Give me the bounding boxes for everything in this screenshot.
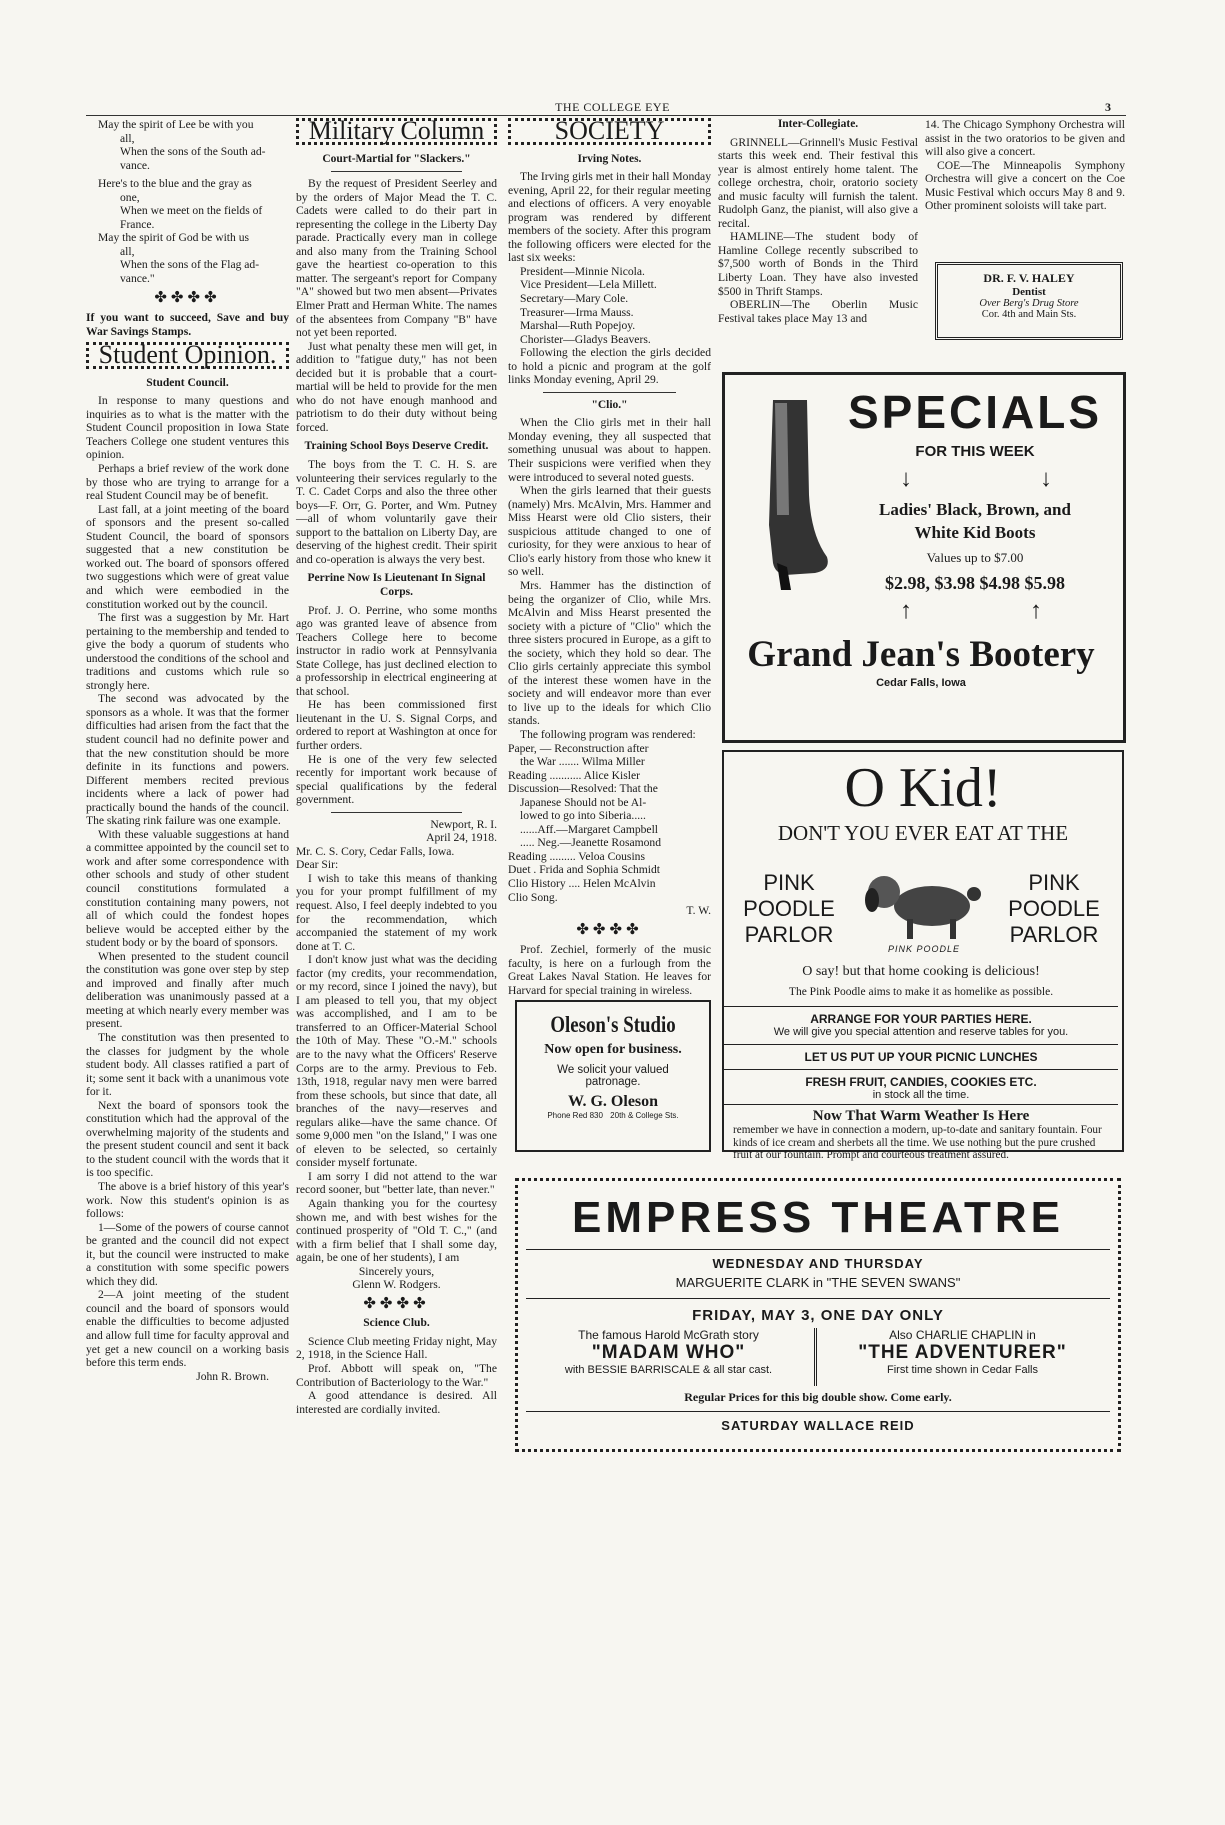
poem-line: vance. [120, 158, 150, 172]
paragraph: When presented to the student council the constitution was gone over step by step and improved and finally after much deliberation was unanimously passed at a meeting at which nearly every member was present. [86, 949, 289, 1031]
divider [331, 171, 462, 172]
paragraph: 2—A joint meeting of the student council and the board of sponsors would enable the difficulties to become adjusted and allow full time for faculty approval and yet get a new council on a working basis before this term ends. [86, 1288, 289, 1370]
paragraph: HAMLINE—The student body of Hamline College recently subscribed to $7,500 worth of Bonds in the Third Liberty Loan. They have also invested $500 in Thrift Stamps. [718, 230, 918, 298]
paragraph: He has been commissioned first lieutenant in the U. S. Signal Corps, and ordered to report at Washington at once for further orders. [296, 698, 497, 752]
feature-intro: Also CHARLIE CHAPLIN in [889, 1328, 1036, 1342]
studio-name: Oleson's Studio [550, 1012, 676, 1037]
empress-theatre-ad [515, 1178, 1121, 1452]
poodle-box-text: in stock all the time. [872, 1089, 970, 1101]
feature-title: "MADAM WHO" [591, 1342, 746, 1363]
poodle-box-title: ARRANGE FOR YOUR PARTIES HERE. [810, 1012, 1032, 1026]
officer-line: Treasurer—Irma Mauss. [520, 305, 634, 319]
savings-notice: If you want to succeed, Save and buy War Savings Stamps. [86, 311, 289, 338]
column-1 [86, 118, 289, 1383]
studio-solicit: patronage. [585, 1076, 641, 1088]
officer-line: Vice President—Lela Millett. [520, 278, 657, 292]
paragraph: 14. The Chicago Symphony Orchestra will assist in the two oratorios to be given and will also give a concert. [925, 118, 1125, 159]
feature-title: "THE ADVENTURER" [858, 1342, 1067, 1363]
bootery-ad [722, 372, 1126, 743]
article-title: "Clio." [591, 398, 628, 411]
show-title: MARGUERITE CLARK in "THE SEVEN SWANS" [675, 1275, 961, 1290]
student-opinion-header: Student Opinion. [86, 342, 289, 369]
letter-signature: Glenn W. Rodgers. [352, 1278, 441, 1292]
program-line: Discussion—Resolved: That the [508, 782, 658, 796]
poodle-word: PARLOR [1009, 922, 1099, 947]
article-title: Perrine Now Is Lieutenant In Signal Corps. [307, 572, 486, 598]
paragraph: By the request of President Seerley and by the orders of Major Mead the T. C. Cadets were called to do their part in representing the college in the Liberty Day parade. Practically every man in college and also many from the Training School gave the heartiest co-operation to this matter. The sergeant's report for Company "A" showed but two men absent—Privates Elmer Pratt and Herman White. The names of the absentees from Company "B" have not yet been reported. [296, 177, 497, 340]
paragraph: When the girls learned that their guests (namely) Mrs. McAlvin, Mrs. Hammer and Miss Hearst were old Clio sisters, their suspicious attitude changed to one of curiosity, for they were anxious to hear of Clio's early history from those who knew it so well. [508, 484, 711, 579]
program-line: Paper, — Reconstruction after [508, 741, 649, 755]
studio-phone: Phone Red 830 [547, 1111, 603, 1120]
poodle-box-title: LET US PUT UP YOUR PICNIC LUNCHES [804, 1050, 1038, 1064]
column-3 [508, 116, 711, 997]
arrow-down-icon: ↓ [1040, 465, 1052, 492]
poodle-fountain-text: remember we have in connection a modern, up-to-date and sanitary fountain. Four kinds of ice cream and sherbets all the time. We use nothing but the pure crushed fruit at our fountain. Prompt and courteous treatment assured. [733, 1124, 1102, 1162]
military-column-header: Military Column [296, 118, 497, 145]
paragraph: The boys from the T. C. H. S. are volunteering their services regularly to the T. C. Cadet Corps and also the three other boys—F. Orr, G. Porter, and Wm. Putney—all of whom voluntarily gave their support to the battalion on Liberty Day, are deserving of the highest credit. Their spirit and co-operation is always the very best. [296, 458, 497, 566]
divider [331, 812, 462, 813]
page-header [0, 100, 1225, 114]
price-note: Regular Prices for this big double show. Come early. [684, 1390, 952, 1404]
poem-line: May the spirit of Lee be with you [98, 118, 254, 131]
article-title: Inter-Collegiate. [777, 118, 859, 130]
paragraph: Last fall, at a joint meeting of the board of sponsors and the present so-called Student Council, the board of sponsors suggested that a new constitution be worked out. The board of sponsors offered two suggestions which were of great value and which were eembodied in the constitution worked out by the council. [86, 502, 289, 611]
article-title: Science Club. [363, 1317, 430, 1330]
arrow-down-icon: ↓ [900, 465, 912, 492]
paragraph: Mrs. Hammer has the distinction of being the organizer of Clio, while Mrs. McAlvin and Miss Hearst presented the society with a picture of "Clio" which the three sisters procured in Europe, as a gift to the society, which they hold so dear. The Clio girls certainly appreciate this symbol of the interest these women have in the society and will endeavor more than ever to live up to the ideals for which Clio stands. [508, 578, 711, 728]
letter-place: Newport, R. I. [430, 817, 497, 831]
society-header: SOCIETY [508, 118, 711, 145]
poodle-box [724, 1044, 1118, 1064]
divider [526, 1298, 1110, 1299]
poem-line: all, [120, 131, 135, 145]
poodle-box [724, 1069, 1118, 1101]
price-list: $2.98, $3.98 $4.98 $5.98 [885, 573, 1065, 593]
poem-line: one, [120, 190, 140, 204]
paragraph: Next the board of sponsors took the constitution which had the approval of the overwhelming majority of the students and the present student council and sent it back to the student council with the words that it is too specific. [86, 1098, 289, 1180]
program-line: Duet . Frida and Sophia Schmidt [508, 863, 660, 877]
poem-line: France. [120, 217, 155, 231]
program-line: Reading ........... Alice Kisler [508, 768, 641, 782]
program-line: Japanese Should not be Al- [520, 795, 647, 809]
poodle-logo-text: PINK POODLE [887, 944, 961, 954]
program-line: ..... Neg.—Jeanette Rosamond [520, 836, 662, 850]
poodle-word: POODLE [1008, 896, 1100, 921]
letter-salutation: Dear Sir: [296, 858, 339, 872]
poem-line: When the sons of the Flag ad- [120, 258, 260, 272]
program-line: the War ....... Wilma Miller [520, 755, 645, 769]
studio-ad [515, 1000, 711, 1152]
paragraph: Prof. Zechiel, formerly of the music faculty, is here on a furlough from the Great Lakes Naval Station. He leaves for Harvard for special training in wireless. [508, 943, 711, 997]
feature-note: First time shown in Cedar Falls [887, 1364, 1038, 1376]
store-city: Cedar Falls, Iowa [876, 677, 966, 689]
product-line-2: White Kid Boots [914, 523, 1036, 542]
poodle-word: PARLOR [744, 922, 834, 947]
poodle-box-title: FRESH FRUIT, CANDIES, COOKIES ETC. [805, 1075, 1037, 1089]
poodle-headline: O Kid! [844, 757, 1002, 819]
column-5 [925, 118, 1125, 213]
program-line: ......Aff.—Margaret Campbell [520, 822, 659, 836]
paragraph: OBERLIN—The Oberlin Music Festival takes place May 13 and [718, 298, 918, 325]
double-feature [518, 1328, 1118, 1386]
paragraph: Prof. Abbott will speak on, "The Contribution of Bacteriology to the War." [296, 1362, 497, 1389]
poodle-box-title: Now That Warm Weather Is Here [812, 1108, 1030, 1124]
poem-line: When the sons of the South ad- [120, 145, 266, 159]
poodle-tagline: DON'T YOU EVER EAT AT THE [777, 821, 1069, 845]
day-heading: SATURDAY WALLACE REID [721, 1418, 915, 1433]
poodle-box-text: We will give you special attention and reserve tables for you. [773, 1026, 1069, 1038]
officer-line: Chorister—Gladys Beavers. [520, 332, 651, 346]
poodle-aim: The Pink Poodle aims to make it as homelike as possible. [788, 986, 1054, 998]
program-line: Clio Song. [508, 890, 558, 904]
paragraph: I am sorry I did not attend to the war record sooner, but "better late, than never." [296, 1169, 497, 1197]
paragraph: In response to many questions and inquiries as to what is the matter with the Student Council proposition in Iowa State Teachers College one student ventures this opinion. [86, 394, 289, 462]
dentist-location: Over Berg's Drug Store [979, 298, 1079, 309]
program-line: lowed to go into Siberia..... [520, 809, 646, 823]
divider [526, 1411, 1110, 1412]
paragraph: Just what penalty these men will get, in addition to "fatigue duty," has not been decided but it is probable that a court-martial will be held to provide for the men who do not have enough manhood and patriotism to do their duty without being forced. [296, 339, 497, 434]
dentist-title: Dentist [1012, 286, 1046, 298]
fleuron-divider: ✤✤✤✤ [363, 1295, 430, 1312]
feature-right [820, 1328, 1105, 1376]
dentist-name: DR. F. V. HALEY [983, 271, 1075, 285]
fleuron-divider: ✤✤✤✤ [154, 289, 221, 306]
poodle-dog-icon [852, 864, 992, 944]
fleuron-divider: ✤✤✤✤ [576, 921, 643, 938]
feature-intro: The famous Harold McGrath story [578, 1328, 759, 1342]
studio-open: Now open for business. [544, 1042, 682, 1057]
program-line: Clio History .... Helen McAlvin [508, 876, 656, 890]
poem [86, 118, 289, 286]
day-heading: FRIDAY, MAY 3, ONE DAY ONLY [692, 1307, 944, 1324]
article-title: Training School Boys Deserve Credit. [304, 440, 489, 453]
poodle-word: PINK [763, 870, 815, 895]
theatre-title: EMPRESS THEATRE [572, 1193, 1064, 1242]
paragraph: Again thanking you for the courtesy shown me, and with best wishes for the continued prosperity of "Old T. C.," (and with a firm belief that I shall some day, again, be one of her students), I am [296, 1197, 497, 1265]
signature: T. W. [686, 904, 711, 918]
poodle-box [724, 1006, 1118, 1038]
paragraph: A good attendance is desired. All interested are cordially invited. [296, 1389, 497, 1416]
store-name: Grand Jean's Bootery [747, 634, 1095, 675]
paragraph: I wish to take this means of thanking you for your prompt fulfillment of my request. Also, I feel deeply indebted to you for the recommendation, which accompanied the statement of my work done at T. C. [296, 871, 497, 953]
article-title: Irving Notes. [577, 152, 642, 165]
specials-headline: SPECIALS [847, 386, 1103, 438]
poodle-word: PINK [1028, 870, 1080, 895]
product-line-1: Ladies' Black, Brown, and [879, 500, 1071, 519]
studio-address: 20th & College Sts. [610, 1111, 679, 1120]
paragraph: Prof. J. O. Perrine, who some months ago was granted leave of absence from Teachers College here to become instructor in radio work at Pennsylvania State College, has just declined election to a professorship in electrical engineering at that school. [296, 603, 497, 698]
paragraph: Perhaps a brief review of the work done by those who are trying to arrange for a real Student Council may be of benefit. [86, 462, 289, 503]
article-title: Student Council. [146, 376, 229, 389]
poodle-say: O say! but that home cooking is delicious! [802, 964, 1040, 979]
officer-line: President—Minnie Nicola. [520, 264, 645, 278]
letter-recipient: Mr. C. S. Cory, Cedar Falls, Iowa. [296, 844, 455, 858]
dentist-address: Cor. 4th and Main Sts. [981, 309, 1077, 320]
feature-cast: with BESSIE BARRISCALE & all star cast. [564, 1364, 773, 1376]
letter-date: April 24, 1918. [426, 831, 497, 845]
officer-line: Marshal—Ruth Popejoy. [520, 319, 636, 333]
poem-line: When we meet on the fields of [120, 204, 263, 218]
paragraph: When the Clio girls met in their hall Monday evening, they all suspected that something unusual was about to happen. Their suspicions were verified when they were introduced to several noted guests. [508, 416, 711, 484]
paragraph: The above is a brief history of this year's work. Now this student's opinion is as follows: [86, 1180, 289, 1221]
arrow-up-icon: ↑ [1030, 597, 1042, 624]
arrow-up-icon: ↑ [900, 597, 912, 624]
studio-owner: W. G. Oleson [567, 1093, 659, 1110]
divider [543, 392, 676, 393]
specials-subhead: FOR THIS WEEK [915, 443, 1035, 460]
article-title: Court-Martial for "Slackers." [322, 152, 471, 165]
paragraph: He is one of the very few selected recently for important work because of special qualifications by the federal government. [296, 752, 497, 807]
paragraph: I don't know just what was the deciding factor (my credits, your recommendation, or my record, since I joined the navy), but I am pleased to tell you, that my object was accomplished, and I am to be transferred to an Officer-Material School the 10th of May. These "O.-M." schools are to the navy what the Officers' Reserve Corps are to the army. Previous to Feb. 13th, 1918, regular navy men were barred from these schools, but since that date, all branches of the navy—reserves and regulars alike—have the same chance. Of some 9,000 men "on the Island," I was one of eleven to be selected, so certainly consider myself fortunate. [296, 953, 497, 1170]
dentist-ad [935, 262, 1123, 340]
poodle-right-words [996, 870, 1112, 948]
day-heading: WEDNESDAY AND THURSDAY [712, 1256, 924, 1271]
signature: John R. Brown. [196, 1369, 269, 1383]
poem-line: May the spirit of God be with us [98, 231, 250, 245]
paragraph: The Irving girls met in their hall Monday evening, April 22, for their regular meeting and elections of officers. A very enoyable program was rendered by different members of the society. After this program the following officers were elected for the last six weeks: [508, 170, 711, 265]
program-line: Reading ......... Veloa Cousins [508, 849, 645, 863]
feature-divider [814, 1328, 817, 1386]
page-number: 3 [1105, 100, 1111, 114]
divider [526, 1249, 1110, 1250]
paragraph: The first was a suggestion by Mr. Hart pertaining to the membership and tended to give the body a quorum of students who understood the conditions of the school and traditions and customs which rule so strongly here. [86, 611, 289, 692]
poem-line: all, [120, 244, 135, 258]
paragraph: Science Club meeting Friday night, May 2, 1918, in the Science Hall. [296, 1334, 497, 1362]
studio-contact [517, 1111, 709, 1120]
poodle-left-words [734, 870, 844, 948]
poodle-word: POODLE [743, 896, 835, 921]
poem-line: vance." [120, 272, 155, 286]
values-text: Values up to $7.00 [926, 550, 1024, 565]
column-2 [296, 118, 497, 1416]
feature-left [526, 1328, 811, 1376]
pink-poodle-ad [722, 750, 1124, 1152]
studio-solicit: We solicit your valued [557, 1064, 669, 1076]
newspaper-title: THE COLLEGE EYE [555, 100, 670, 114]
paragraph: COE—The Minneapolis Symphony Orchestra will give a concert on the Coe Music Festival which occurs May 8 and 9. Other prominent soloists will take part. [925, 158, 1125, 213]
officer-line: Secretary—Mary Cole. [520, 292, 629, 306]
paragraph: The second was advocated by the sponsors as a whole. It was that the former difficulties had arisen from the fact that the student council had no definite power and that the new constitution should be more definite in its functions and powers. Different members recited previous incidents where a lack of power had practically bound the hands of the council. The skating rink failure was one example. [86, 692, 289, 828]
column-4 [718, 118, 918, 325]
paragraph: The constitution was then presented to the classes for judgment by the whole student body. All classes ratified a part of it; some sent it back with a unanimous vote for it. [86, 1031, 289, 1099]
boot-icon [735, 395, 835, 595]
poodle-box [724, 1104, 1118, 1125]
paragraph: The following program was rendered: [520, 727, 696, 741]
paragraph: With these valuable suggestions at hand a committee appointed by the council set to work and after some correspondence with other schools and study of other student council constitutions formulated a constitution containing many powers, not all of which could the fondest hopes believe would be accepted either by the student body or by the board of sponsors. [86, 827, 289, 950]
letter-close: Sincerely yours, [358, 1264, 435, 1278]
paragraph: Following the election the girls decided to hold a picnic and program at the golf links Monday evening, April 29. [508, 346, 711, 387]
poem-line: Here's to the blue and the gray as [98, 177, 252, 191]
paragraph: 1—Some of the powers of course cannot be granted and the council did not expect it, but the council were instructed to make a constitution with some specific powers which they did. [86, 1220, 289, 1288]
paragraph: GRINNELL—Grinnell's Music Festival starts this week end. Their festival this year is almost entirely home talent. The college orchestra, choir, oratorio society and music faculty will furnish the talent. Rudolph Ganz, the pianist, will also give a recital. [718, 135, 918, 230]
